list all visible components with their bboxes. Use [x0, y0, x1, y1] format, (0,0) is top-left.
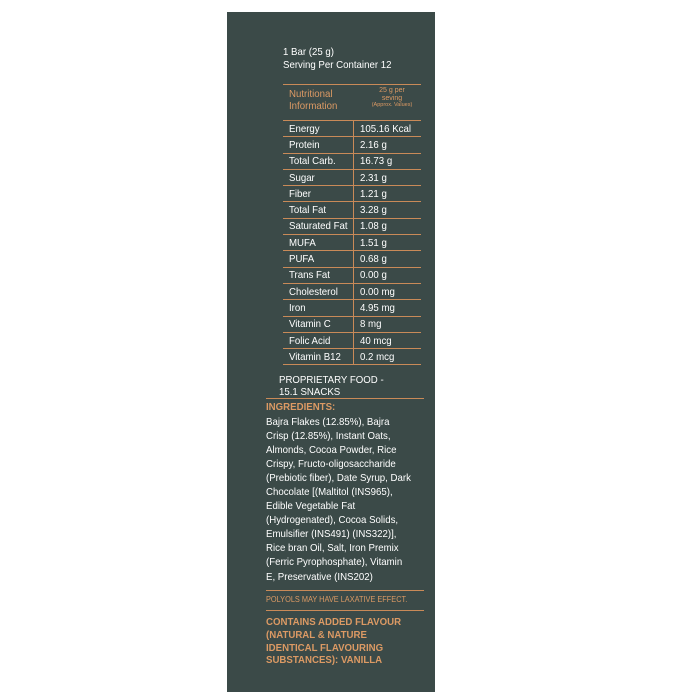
nutrition-row — [283, 267, 421, 283]
nutrient-name-text: Sugar — [289, 171, 315, 184]
proprietary-food — [279, 374, 393, 398]
nutrient-value — [354, 137, 422, 153]
nutrition-row — [283, 349, 421, 365]
nutrient-name — [283, 218, 354, 234]
nutrient-name — [283, 235, 354, 251]
ingredients-line: Chocolate [(Maltitol (INS965), — [266, 486, 393, 499]
nutrition-row — [283, 121, 421, 137]
nutrient-value — [354, 218, 422, 234]
nutrient-value-text: 0.68 g — [360, 253, 387, 266]
nutrient-name-text: Folic Acid — [289, 334, 331, 347]
nutrient-name — [283, 300, 354, 316]
nutrient-name — [283, 316, 354, 332]
nutrient-value — [354, 316, 422, 332]
serving-info — [283, 46, 401, 72]
nutrient-name — [283, 283, 354, 299]
nutrient-value-text: 1.21 g — [360, 187, 387, 200]
nutrition-row — [283, 300, 421, 316]
ingredients-title: INGREDIENTS: — [266, 401, 336, 413]
nutrient-name-text: Cholesterol — [289, 285, 338, 298]
nutrient-name — [283, 332, 354, 348]
ingredients-line: Crispy, Fructo-oligosaccharide — [266, 458, 396, 471]
servings-per-container: Serving Per Container 12 — [283, 59, 392, 71]
nutrient-name — [283, 267, 354, 283]
laxative-warning: POLYOLS MAY HAVE LAXATIVE EFFECT. — [266, 595, 408, 604]
nutrient-name-text: Total Carb. — [289, 155, 336, 168]
ingredients-line: Edible Vegetable Fat — [266, 500, 356, 513]
nutrient-value-text: 0.00 g — [360, 269, 387, 282]
nutrient-name-text: Iron — [289, 301, 306, 314]
nutrient-name — [283, 251, 354, 267]
nutrient-value — [354, 235, 422, 251]
nutrient-value — [354, 300, 422, 316]
flavour-line: CONTAINS ADDED FLAVOUR — [266, 616, 402, 628]
nutrition-table-body — [283, 121, 421, 365]
nutrient-value-text: 16.73 g — [360, 155, 393, 168]
nutrient-name — [283, 349, 354, 365]
ingredients-line: Rice bran Oil, Salt, Iron Premix — [266, 542, 399, 555]
nutrient-value-text: 0.00 mg — [360, 285, 395, 298]
nutrient-name — [283, 121, 354, 137]
nutrient-name-text: Total Fat — [289, 204, 327, 217]
nutrient-value-text: 3.28 g — [360, 204, 387, 217]
nutrition-table — [283, 121, 421, 365]
per-serving-line1: 25 g per — [379, 87, 405, 94]
nutrient-value — [354, 283, 422, 299]
nutrient-name-text: Energy — [289, 122, 320, 135]
ingredients-top-rule — [266, 398, 424, 399]
nutrient-name — [283, 137, 354, 153]
serving-size: 1 Bar (25 g) — [283, 46, 335, 58]
ingredients-line: Bajra Flakes (12.85%), Bajra — [266, 416, 390, 428]
ingredients-line: Emulsifier (INS491) (INS322)], — [266, 528, 397, 541]
nutrient-value-text: 1.51 g — [360, 236, 387, 249]
flavour-line: SUBSTANCES): VANILLA — [266, 654, 383, 667]
nutrient-name-text: PUFA — [289, 253, 315, 266]
nutrient-value-text: 8 mg — [360, 318, 382, 331]
nutrition-row — [283, 332, 421, 348]
nutrient-value-text: 1.08 g — [360, 220, 387, 233]
nutrition-label-panel — [227, 12, 435, 692]
nutrient-value-text: 0.2 mcg — [360, 350, 395, 363]
ingredients-line: (Prebiotic fiber), Date Syrup, Dark — [266, 472, 411, 485]
nutrition-row — [283, 218, 421, 234]
flavour-line: (NATURAL & NATURE — [266, 628, 367, 641]
nutrient-value-text: 2.31 g — [360, 171, 387, 184]
ingredients-line: Almonds, Cocoa Powder, Rice — [266, 444, 397, 457]
ingredients-line: E, Preservative (INS202) — [266, 570, 373, 583]
nutrient-name-text: Fiber — [289, 187, 312, 200]
flavour-line: IDENTICAL FLAVOURING — [266, 641, 384, 654]
nutrient-name — [283, 169, 354, 185]
nutrient-value — [354, 121, 422, 137]
nutrition-title — [289, 88, 337, 112]
nutrient-name-text: Vitamin B12 — [289, 350, 341, 363]
nutrient-name-text: Saturated Fat — [289, 220, 348, 233]
nutrient-value — [354, 186, 422, 202]
nutrient-value — [354, 332, 422, 348]
nutrient-value — [354, 267, 422, 283]
nutrition-row — [283, 186, 421, 202]
nutrient-name — [283, 202, 354, 218]
nutrition-title-line1: Nutritional — [289, 88, 333, 100]
nutrient-value-text: 2.16 g — [360, 138, 387, 151]
nutrient-name-text: MUFA — [289, 236, 316, 249]
nutrient-value-text: 40 mcg — [360, 334, 392, 347]
nutrition-row — [283, 169, 421, 185]
nutrient-value — [354, 349, 422, 365]
nutrition-header — [283, 84, 421, 120]
proprietary-line2: 15.1 SNACKS — [279, 386, 341, 398]
nutrient-value — [354, 202, 422, 218]
ingredients-line: Crisp (12.85%), Instant Oats, — [266, 430, 391, 443]
per-serving-header — [363, 87, 421, 110]
nutrition-row — [283, 202, 421, 218]
per-serving-note: (Approx. Values) — [371, 102, 413, 108]
nutrition-row — [283, 235, 421, 251]
nutrient-name-text: Vitamin C — [289, 318, 331, 331]
ingredients-line: (Hydrogenated), Cocoa Solids, — [266, 514, 399, 527]
nutrition-row — [283, 283, 421, 299]
nutrient-value — [354, 169, 422, 185]
nutrition-row — [283, 137, 421, 153]
nutrient-name-text: Trans Fat — [289, 269, 330, 282]
warning-top-rule — [266, 590, 424, 591]
nutrient-value-text: 4.95 mg — [360, 301, 395, 314]
nutrient-name — [283, 186, 354, 202]
nutrient-name — [283, 153, 354, 169]
ingredients-list — [266, 415, 434, 584]
nutrient-name-text: Protein — [289, 138, 320, 151]
nutrition-title-line2: Information — [289, 100, 338, 112]
proprietary-line1: PROPRIETARY FOOD - — [279, 374, 384, 386]
nutrient-value — [354, 153, 422, 169]
per-serving-line2: seving — [381, 94, 403, 102]
nutrient-value — [354, 251, 422, 267]
flavour-statement — [266, 616, 413, 667]
nutrient-value-text: 105.16 Kcal — [360, 122, 412, 135]
nutrition-row — [283, 251, 421, 267]
warning-bottom-rule — [266, 610, 424, 611]
nutrition-row — [283, 316, 421, 332]
nutrition-row — [283, 153, 421, 169]
ingredients-line: (Ferric Pyrophosphate), Vitamin — [266, 556, 403, 569]
